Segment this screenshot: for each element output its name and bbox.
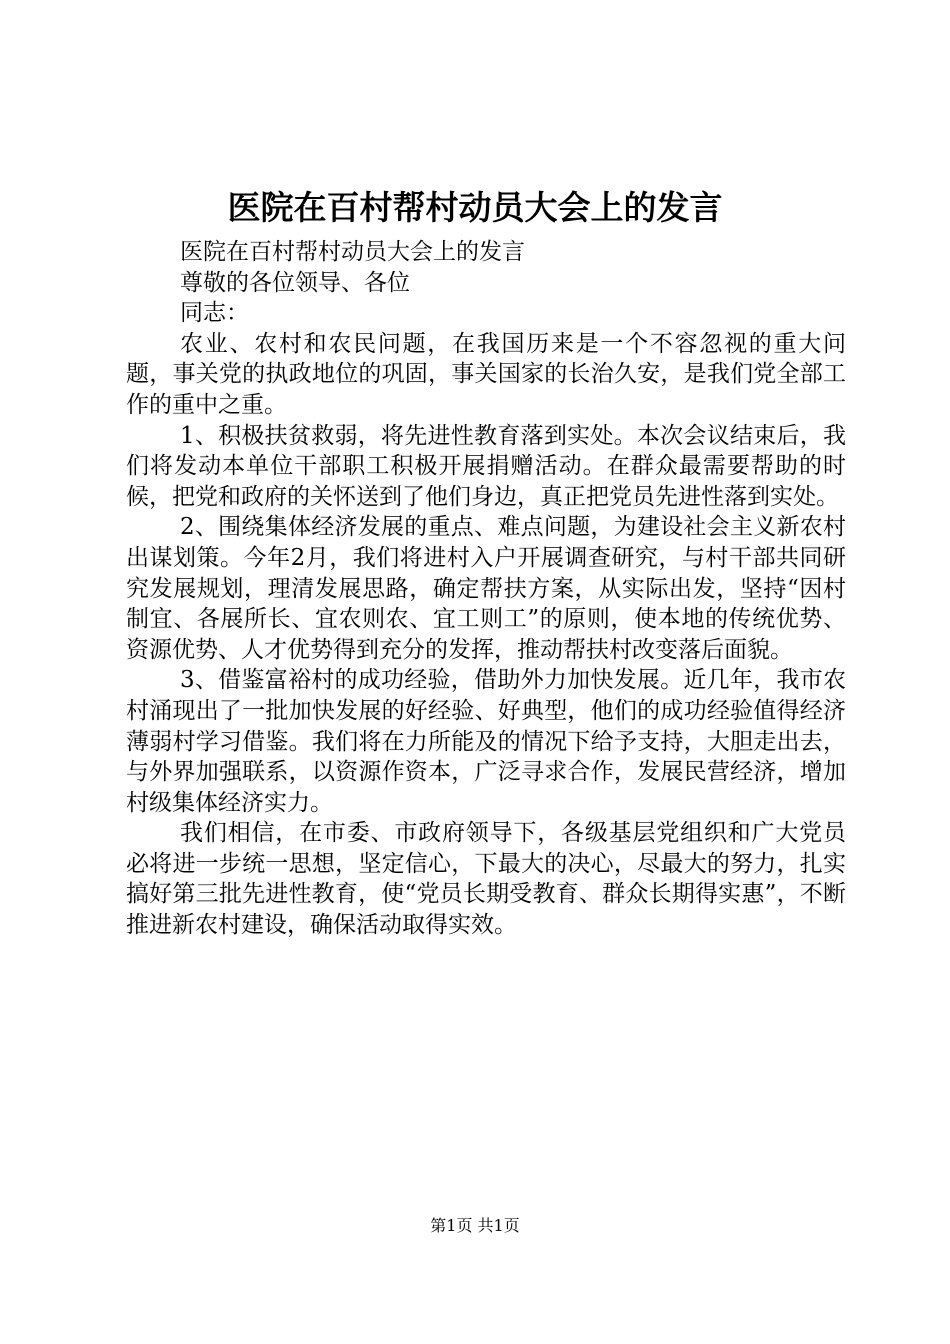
paragraph-point-1: 1、积极扶贫救弱，将先进性教育落到实处。本次会议结束后，我们将发动本单位干部职工积极开展捐赠活动。在群众最需要帮助的时候，把党和政府的关怀送到了他们身边，真正把党员先进性落到实处。 [126,422,846,510]
paragraph-intro: 农业、农村和农民问题，在我国历来是一个不容忽视的重大问题，事关党的执政地位的巩固，事关国家的长治久安，是我们党全部工作的重中之重。 [126,330,846,418]
paragraph-point-2: 2、围绕集体经济发展的重点、难点问题，为建设社会主义新农村出谋划策。今年2月，我们将进村入户开展调查研究，与村干部共同研究发展规划，理清发展思路，确定帮扶方案，从实际出发，坚持“因村制宜、各展所长、宜农则农、宜工则工”的原则，使本地的传统优势、资源优势、人才优势得到充分的发挥，推动帮扶村改变落后面貌。 [126,514,846,663]
document-body [126,237,846,941]
page-footer: 第1页 共1页 [430,1216,520,1235]
paragraph-salutation-cont: 同志： [180,300,249,327]
document-title: 医院在百村帮村动员大会上的发言 [227,188,723,227]
paragraph-salutation: 尊敬的各位领导、各位 [180,269,410,296]
paragraph-point-3: 3、借鉴富裕村的成功经验，借助外力加快发展。近几年，我市农村涌现出了一批加快发展的好经验、好典型，他们的成功经验值得经济薄弱村学习借鉴。我们将在力所能及的情况下给予支持，大胆走出去，与外界加强联系，以资源作资本，广泛寻求合作，发展民营经济，增加村级集体经济实力。 [126,667,846,816]
paragraph-conclusion: 我们相信，在市委、市政府领导下，各级基层党组织和广大党员必将进一步统一思想，坚定信心，下最大的决心，尽最大的努力，扎实搞好第三批先进性教育，使“党员长期受教育、群众长期得实惠”，不断推进新农村建设，确保活动取得实效。 [126,820,846,939]
paragraph-subtitle: 医院在百村帮村动员大会上的发言 [180,239,525,265]
